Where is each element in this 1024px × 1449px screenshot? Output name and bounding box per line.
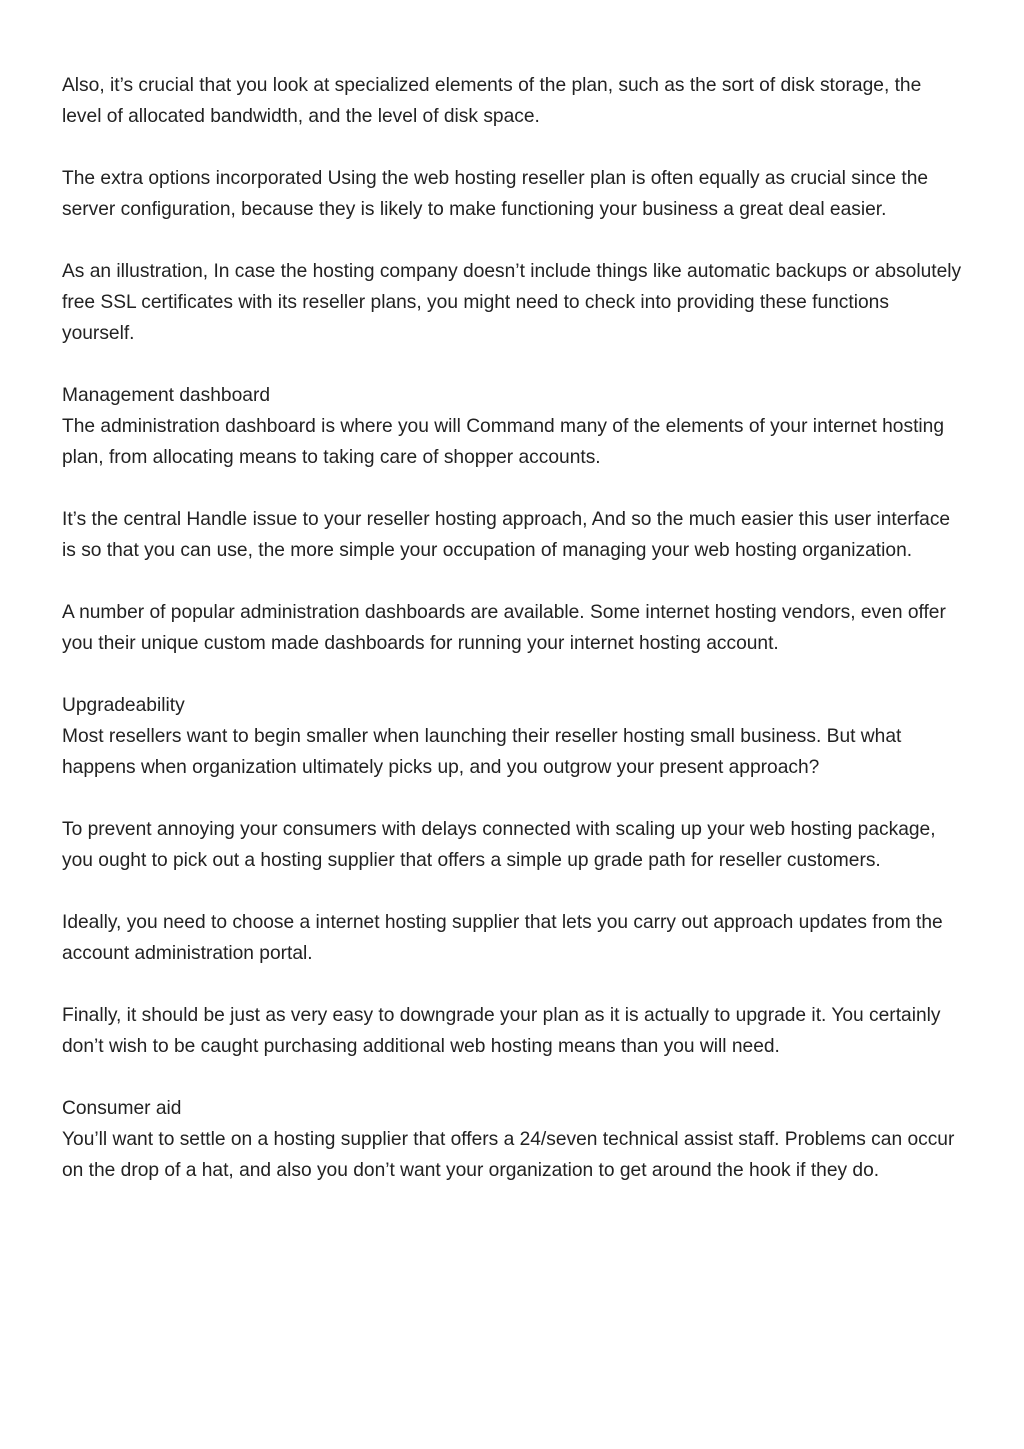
paragraph-disk-storage: Also, it’s crucial that you look at specialized elements of the plan, such as the sort of disk storage, the level of allocated bandwidth, and the level of disk space.: [62, 75, 922, 127]
section-consumer-aid: [62, 1093, 966, 1186]
section-heading: Management dashboard: [62, 385, 271, 406]
paragraph-central-handle: It’s the central Handle issue to your reseller hosting approach, And so the much easier this user interface is so that you can use, the more simple your occupation of managing your web hosting organization.: [62, 509, 951, 561]
paragraph-finally: Finally, it should be just as very easy to downgrade your plan as it is actually to upgrade it. You certainly don’t wish to be caught purchasing additional web hosting means than you will need.: [62, 1005, 941, 1057]
paragraph-illustration: As an illustration, In case the hosting company doesn’t include things like automatic backups or absolutely free SSL certificates with its reseller plans, you might need to check into providing these functions yourself.: [62, 261, 962, 344]
paragraph-extra-options: The extra options incorporated Using the web hosting reseller plan is often equally as crucial since the server configuration, because they is likely to make functioning your business a great deal easier.: [62, 168, 929, 220]
section-management-dashboard: [62, 380, 966, 473]
paragraph-text: The administration dashboard is where you will Command many of the elements of your internet hosting plan, from allocating means to taking care of shopper accounts.: [62, 416, 945, 468]
paragraph-text: Most resellers want to begin smaller when launching their reseller hosting small business. But what happens when organization ultimately picks up, and you outgrow your present approach?: [62, 726, 902, 778]
paragraph-ideally: Ideally, you need to choose a internet hosting supplier that lets you carry out approach updates from the account administration portal.: [62, 912, 943, 964]
section-heading: Consumer aid: [62, 1098, 182, 1119]
paragraph-popular-dashboards: A number of popular administration dashboards are available. Some internet hosting vendors, even offer you their unique custom made dashboards for running your internet hosting account.: [62, 602, 946, 654]
paragraph-text: You’ll want to settle on a hosting supplier that offers a 24/seven technical assist staff. Problems can occur on the drop of a hat, and also you don’t want your organization to get around the hook if they do.: [62, 1129, 955, 1181]
section-upgradeability: [62, 690, 966, 783]
section-heading: Upgradeability: [62, 695, 185, 716]
paragraph-prevent-delays: To prevent annoying your consumers with delays connected with scaling up your web hosting package, you ought to pick out a hosting supplier that offers a simple up grade path for reseller customers.: [62, 819, 936, 871]
